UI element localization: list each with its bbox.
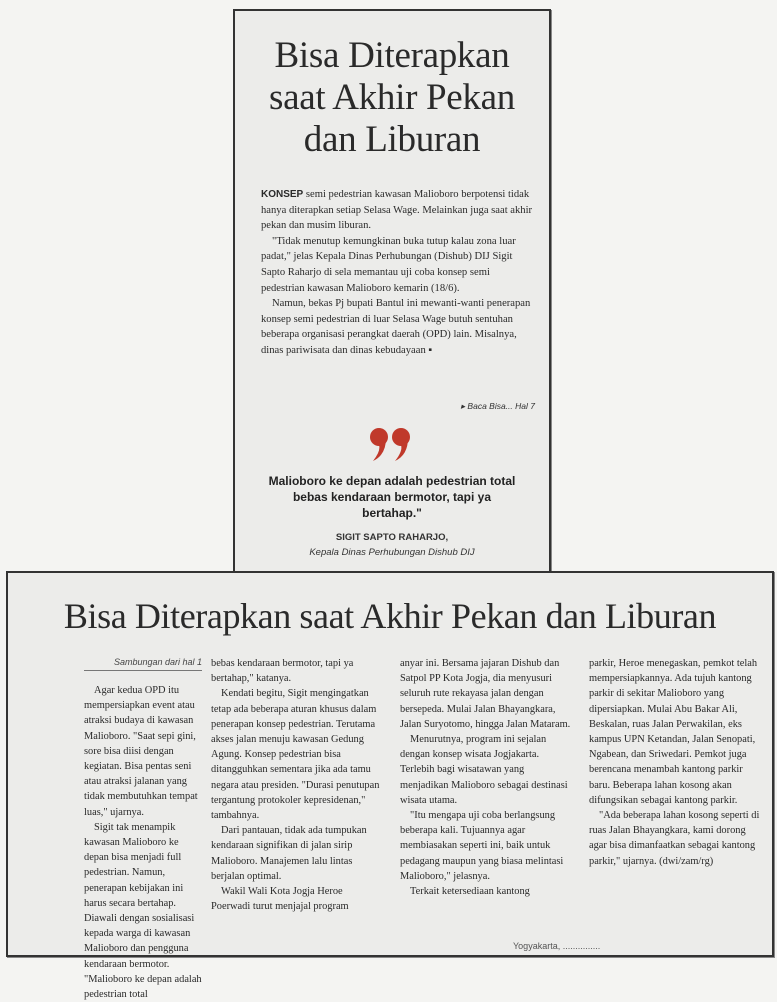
top-paragraph-3: Namun, bekas Pj bupati Bantul ini mewanti-wanti penerapan konsep semi pedestrian di luar Selasa Wage butuh sentuhan beberapa organisasi perangkat daerah (OPD) lain. Misalnya, dinas pariwisata dan dinas kebudayaan ▪ bbox=[261, 298, 531, 356]
pull-quote: Malioboro ke depan adalah pedestrian total bebas kendaraan bermotor, tapi ya bertahap." bbox=[268, 474, 516, 520]
bottom-article-clipping bbox=[6, 571, 774, 1001]
top-paragraph-2: "Tidak menutup kemungkinan buka tutup kalau zona luar padat," jelas Kepala Dinas Perhubungan (Dishub) DIJ Sigit Sapto Raharjo di sela memantau uji coba konsep semi pedestrian kawasan Malioboro kemarin (18/6). bbox=[261, 235, 516, 294]
column-4-paragraph-2: "Ada beberapa lahan kosong seperti di ruas Jalan Bhayangkara, kami dorong agar bisa dimanfaatkan sebagai kantong parkir," ujarnya. (dwi/zam/rg) bbox=[589, 810, 760, 867]
article-column-3 bbox=[400, 656, 572, 899]
bottom-headline: Bisa Diterapkan saat Akhir Pekan dan Liburan bbox=[63, 596, 717, 636]
continued-from-label: Sambungan dari hal 1 bbox=[113, 657, 202, 667]
column-3-paragraph-2: Menurutnya, program ini sejalan dengan konsep wisata Jogjakarta. Terlebih bagi wisatawan yang menjadikan Malioboro sebagai destinasi wisata utama. bbox=[400, 734, 568, 806]
column-2-paragraph-2: Kendati begitu, Sigit mengingatkan tetap ada beberapa aturan khusus dalam penerapan konsep pedestrian. Terutama akses jalan menuju kawasan Gedung Agung. Konsep pedestrian bisa ditangguhkan sementara jika ada tamu negara atau presiden. "Durasi penutupan tergantung protokoler kepresidenan," tambahnya. bbox=[211, 688, 380, 822]
column-2-paragraph-3: Dari pantauan, tidak ada tumpukan kendaraan signifikan di jalan sirip Malioboro. Manajemen lalu lintas berjalan optimal. bbox=[211, 825, 367, 882]
article-column-2 bbox=[211, 656, 383, 914]
top-paragraph-1-text: semi pedestrian kawasan Malioboro berpotensi tidak hanya diterapkan setiap Selasa Wage. Melainkan juga saat akhir pekan dan musim liburan. bbox=[261, 189, 533, 232]
quote-role: Kepala Dinas Perhubungan Dishub DIJ bbox=[309, 547, 475, 558]
top-headline-line-1: Bisa Diterapkan bbox=[274, 35, 510, 76]
top-headline bbox=[235, 35, 549, 161]
column-1-paragraph-1: Agar kedua OPD itu mempersiapkan event atau atraksi budaya di kawasan Malioboro. "Saat sepi gini, sore bisa diisi dengan kegiatan. Bisa pentas seni atau atraksi jalanan yang tidak membutuhkan tempat luas," ujarnya. bbox=[84, 685, 198, 818]
quote-mark-icon bbox=[369, 425, 413, 465]
article-column-1 bbox=[84, 683, 204, 1002]
column-1-paragraph-2: Sigit tak menampik kawasan Malioboro ke depan bisa menjadi full pedestrian. Namun, penerapan kebijakan ini harus secara bertahap. Diawali dengan sosialisasi kepada warga di kawasan Malioboro dan pengguna kendaraan bermotor. "Malioboro ke depan adalah pedestrian total bbox=[84, 821, 202, 1001]
column-3-paragraph-3: "Itu mengapa uji coba berlangsung beberapa kali. Tujuannya agar membiasakan seperti ini, baik untuk pedagang maupun yang biasa melintasi Malioboro," jelasnya. bbox=[400, 810, 564, 882]
quote-author: SIGIT SAPTO RAHARJO, bbox=[335, 532, 449, 543]
continued-rule bbox=[84, 670, 202, 671]
continued-reference: ▸ Baca Bisa... Hal 7 bbox=[460, 401, 535, 411]
column-2-paragraph-4: Wakil Wali Kota Jogja Heroe Poerwadi turut menjajal program bbox=[211, 886, 349, 913]
column-3-paragraph-4: Terkait ketersediaan kantong bbox=[410, 886, 530, 898]
column-2-paragraph-1: bebas kendaraan bermotor, tapi ya bertahap," katanya. bbox=[211, 658, 354, 685]
top-article-body bbox=[261, 187, 535, 359]
top-paragraph-1 bbox=[261, 187, 535, 234]
column-3-paragraph-1: anyar ini. Bersama jajaran Dishub dan Satpol PP Kota Jogja, dia menyusuri seluruh rute rekayasa jalan dengan bersepeda. Mulai Jalan Bhayangkara, Jalan Suryotomo, hingga Jalan Mataram. bbox=[400, 658, 571, 730]
lead-word: KONSEP bbox=[261, 189, 304, 200]
top-headline-line-3: dan Liburan bbox=[303, 119, 481, 160]
footer-note: Yogyakarta, ............... bbox=[513, 941, 601, 951]
column-4-paragraph-1: parkir, Heroe menegaskan, pemkot telah mempersiapkannya. Ada tujuh kantong parkir di sekitar Malioboro yang dipersiapkan. Mulai Abu Bakar Ali, Beskalan, ruas Jalan Perwakilan, eks kampus UPN Ketandan, Jalan Senopati, Ngabean, dan Sriwedari. Pemkot juga berencana menambah kantong parkir baru. Beberapa lahan kosong akan difungsikan sebagai kantong parkir. bbox=[589, 658, 758, 806]
top-article-clipping bbox=[233, 9, 551, 573]
article-column-4 bbox=[589, 656, 761, 869]
top-headline-line-2: saat Akhir Pekan bbox=[269, 77, 515, 118]
